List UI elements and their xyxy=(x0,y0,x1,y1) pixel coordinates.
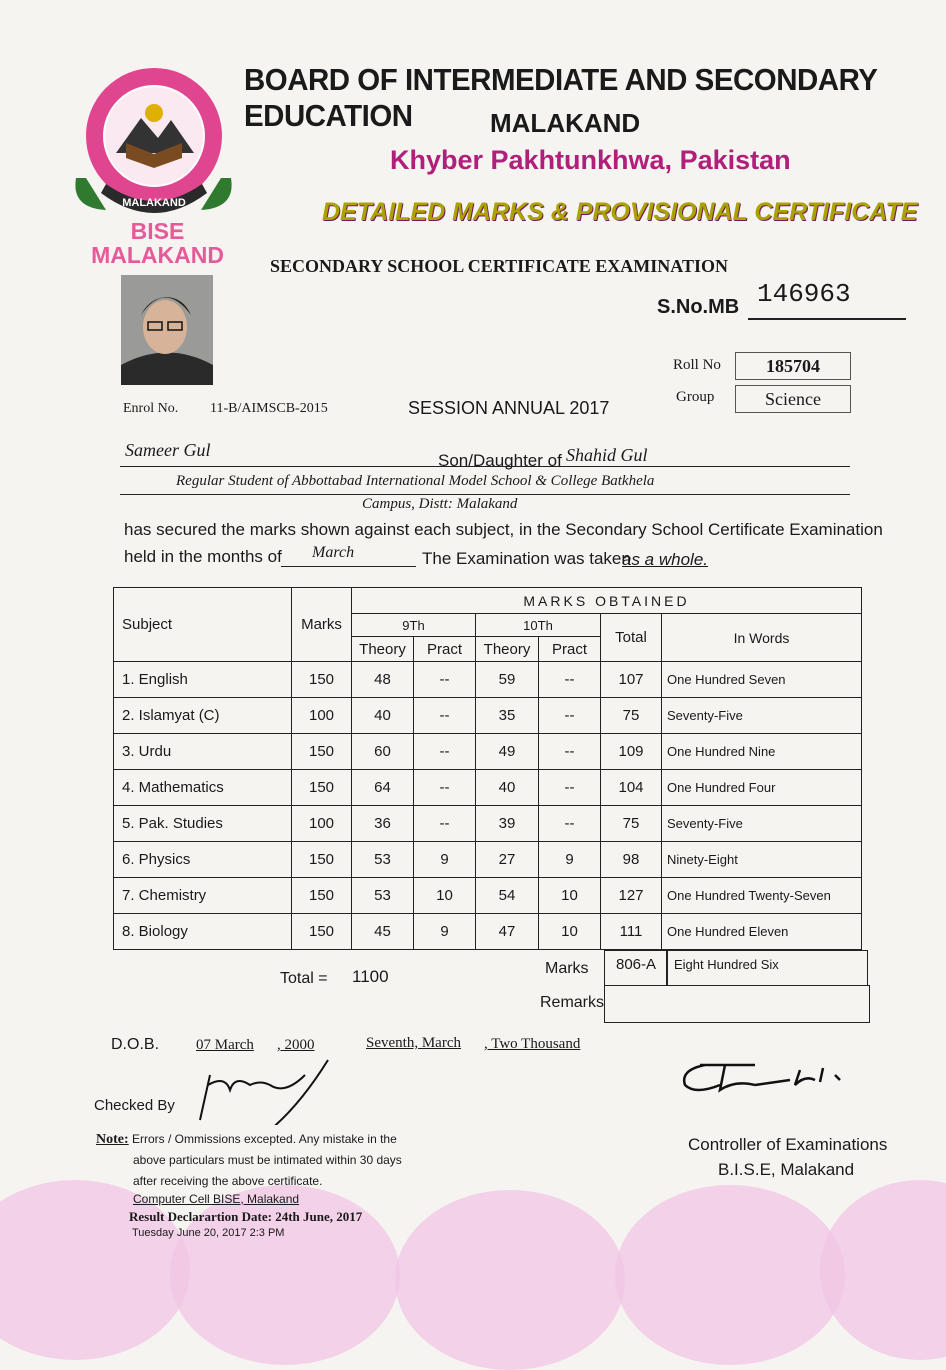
serial-value: 146963 xyxy=(757,279,851,309)
note-line1: Errors / Ommissions excepted. Any mistake in the xyxy=(132,1132,397,1146)
remarks-label: Remarks xyxy=(540,994,605,1011)
cell-theory-10: 35 xyxy=(476,698,539,734)
header-words: In Words xyxy=(662,614,862,662)
cell-theory-9: 40 xyxy=(352,698,414,734)
cell-marks: 100 xyxy=(292,698,352,734)
cell-words: One Hundred Twenty-Seven xyxy=(662,878,862,914)
statement-line1: has secured the marks shown against each subject, in the Secondary School Certificate Examination xyxy=(124,520,883,539)
header-theory-10: Theory xyxy=(476,637,539,662)
watermark-5 xyxy=(820,1180,946,1360)
header-theory-9: Theory xyxy=(352,637,414,662)
cell-marks: 150 xyxy=(292,914,352,950)
remarks-box xyxy=(604,985,870,1023)
table-row xyxy=(114,662,862,698)
roll-label: Roll No xyxy=(673,357,721,373)
enrol-value: 11-B/AIMSCB-2015 xyxy=(210,401,328,416)
table-row xyxy=(114,734,862,770)
cell-subject: 4. Mathematics xyxy=(114,770,292,806)
marks-table xyxy=(113,587,862,950)
cell-marks: 150 xyxy=(292,842,352,878)
note-line5: Result Declarartion Date: 24th June, 2017 xyxy=(129,1209,363,1224)
cell-subject: 6. Physics xyxy=(114,842,292,878)
session-text: SESSION ANNUAL 2017 xyxy=(408,398,610,418)
dob-year: , 2000 xyxy=(277,1037,315,1053)
roll-value: 185704 xyxy=(735,352,851,380)
name-underline xyxy=(120,466,850,467)
note-line3: after receiving the above certificate. xyxy=(133,1174,323,1188)
cell-subject: 5. Pak. Studies xyxy=(114,806,292,842)
obtained-words: Eight Hundred Six xyxy=(674,957,779,972)
logo-text-malakand: MALAKAND xyxy=(91,242,224,268)
table-row xyxy=(114,698,862,734)
cell-pract-9: 10 xyxy=(414,878,476,914)
cell-subject: 8. Biology xyxy=(114,914,292,950)
cell-words: One Hundred Seven xyxy=(662,662,862,698)
father-name: Shahid Gul xyxy=(566,445,648,465)
exam-month: March xyxy=(312,544,355,561)
cell-pract-10: -- xyxy=(539,698,601,734)
student-photo xyxy=(121,275,213,385)
obtained-value: 806-A xyxy=(616,956,657,973)
enrol-label: Enrol No. xyxy=(123,401,179,416)
logo-ring-text: MALAKAND xyxy=(122,197,186,209)
cell-theory-10: 54 xyxy=(476,878,539,914)
serial-label: S.No.MB xyxy=(657,296,740,318)
taken-label: The Examination was taken xyxy=(422,549,631,568)
dob-words-2: , Two Thousand xyxy=(484,1036,581,1052)
taken-value: as a whole. xyxy=(622,550,708,569)
watermark-4 xyxy=(615,1185,845,1365)
cell-marks: 150 xyxy=(292,770,352,806)
cell-pract-9: -- xyxy=(414,698,476,734)
cell-total: 127 xyxy=(601,878,662,914)
month-underline xyxy=(281,566,416,567)
cell-pract-10: 10 xyxy=(539,914,601,950)
cell-pract-9: -- xyxy=(414,770,476,806)
total-value: 1100 xyxy=(352,967,389,986)
held-label: held in the months of xyxy=(124,547,282,566)
controller-line1: Controller of Examinations xyxy=(688,1135,888,1154)
cell-words: Seventy-Five xyxy=(662,806,862,842)
cell-pract-10: 10 xyxy=(539,878,601,914)
cell-total: 98 xyxy=(601,842,662,878)
cell-total: 111 xyxy=(601,914,662,950)
dob-label: D.O.B. xyxy=(111,1036,160,1053)
cell-subject: 7. Chemistry xyxy=(114,878,292,914)
cell-pract-10: 9 xyxy=(539,842,601,878)
cell-subject: 1. English xyxy=(114,662,292,698)
province-title: Khyber Pakhtunkhwa, Pakistan xyxy=(390,145,791,175)
group-value: Science xyxy=(735,385,851,413)
institution-underline xyxy=(120,494,850,495)
cell-theory-10: 39 xyxy=(476,806,539,842)
cell-marks: 150 xyxy=(292,878,352,914)
cell-pract-9: -- xyxy=(414,734,476,770)
cell-theory-10: 47 xyxy=(476,914,539,950)
cell-pract-10: -- xyxy=(539,770,601,806)
table-row xyxy=(114,770,862,806)
board-title: BOARD OF INTERMEDIATE AND SECONDARY EDUCATION xyxy=(244,62,877,133)
cell-theory-9: 36 xyxy=(352,806,414,842)
cell-pract-10: -- xyxy=(539,734,601,770)
cell-theory-9: 64 xyxy=(352,770,414,806)
marks-label: Marks xyxy=(545,960,589,977)
note-line4: Computer Cell BISE, Malakand xyxy=(133,1192,300,1206)
institution-line2: Campus, Distt: Malakand xyxy=(362,496,518,512)
header-marks: Marks xyxy=(292,588,352,662)
serial-underline xyxy=(748,318,906,320)
cell-pract-9: -- xyxy=(414,662,476,698)
certificate-title: DETAILED MARKS & PROVISIONAL CERTIFICATE xyxy=(322,198,918,226)
relation-label: Son/Daughter of xyxy=(438,451,562,470)
table-row xyxy=(114,806,862,842)
header-subject: Subject xyxy=(114,588,292,662)
cell-total: 104 xyxy=(601,770,662,806)
student-name: Sameer Gul xyxy=(125,440,211,460)
cell-pract-10: -- xyxy=(539,806,601,842)
cell-total: 75 xyxy=(601,698,662,734)
header-pract-9: Pract xyxy=(414,637,476,662)
header-total: Total xyxy=(601,614,662,662)
city-title: MALAKAND xyxy=(490,108,641,138)
cell-theory-9: 60 xyxy=(352,734,414,770)
cell-words: One Hundred Eleven xyxy=(662,914,862,950)
cell-total: 75 xyxy=(601,806,662,842)
cell-marks: 150 xyxy=(292,662,352,698)
cell-theory-9: 53 xyxy=(352,878,414,914)
cell-total: 107 xyxy=(601,662,662,698)
header-pract-10: Pract xyxy=(539,637,601,662)
logo-text-bise: BISE xyxy=(130,218,185,244)
note-line2: above particulars must be intimated within 30 days xyxy=(133,1153,402,1167)
cell-theory-10: 49 xyxy=(476,734,539,770)
note-block xyxy=(96,1129,436,1240)
cell-words: One Hundred Nine xyxy=(662,734,862,770)
cell-pract-9: 9 xyxy=(414,914,476,950)
cell-subject: 3. Urdu xyxy=(114,734,292,770)
cell-total: 109 xyxy=(601,734,662,770)
checked-by-label: Checked By xyxy=(94,1097,175,1114)
dob-day-month: 07 March xyxy=(196,1037,254,1053)
note-line6: Tuesday June 20, 2017 2:3 PM xyxy=(132,1227,285,1239)
cell-theory-10: 27 xyxy=(476,842,539,878)
cell-theory-9: 48 xyxy=(352,662,414,698)
cell-words: Ninety-Eight xyxy=(662,842,862,878)
cell-marks: 150 xyxy=(292,734,352,770)
controller-line2: B.I.S.E, Malakand xyxy=(718,1160,855,1179)
group-label: Group xyxy=(676,389,715,405)
table-row xyxy=(114,878,862,914)
cell-subject: 2. Islamyat (C) xyxy=(114,698,292,734)
cell-words: One Hundred Four xyxy=(662,770,862,806)
cell-words: Seventy-Five xyxy=(662,698,862,734)
table-row xyxy=(114,914,862,950)
table-row xyxy=(114,842,862,878)
cell-pract-10: -- xyxy=(539,662,601,698)
note-label: Note: xyxy=(96,1132,129,1147)
cell-theory-9: 45 xyxy=(352,914,414,950)
header-obtained: MARKS OBTAINED xyxy=(352,588,862,614)
cell-theory-10: 59 xyxy=(476,662,539,698)
cell-marks: 100 xyxy=(292,806,352,842)
institution-line1: Regular Student of Abbottabad International Model School & College Batkhela xyxy=(176,473,655,489)
cell-pract-9: -- xyxy=(414,806,476,842)
header-9th: 9Th xyxy=(352,614,476,637)
cell-theory-10: 40 xyxy=(476,770,539,806)
cell-theory-9: 53 xyxy=(352,842,414,878)
exam-title: SECONDARY SCHOOL CERTIFICATE EXAMINATION xyxy=(270,256,728,276)
cell-pract-9: 9 xyxy=(414,842,476,878)
controller-signature xyxy=(675,1050,850,1100)
checker-signature xyxy=(190,1055,340,1125)
bise-logo xyxy=(66,58,241,223)
total-label: Total = xyxy=(280,970,328,987)
header-10th: 10Th xyxy=(476,614,601,637)
dob-words-1: Seventh, March xyxy=(366,1035,461,1051)
